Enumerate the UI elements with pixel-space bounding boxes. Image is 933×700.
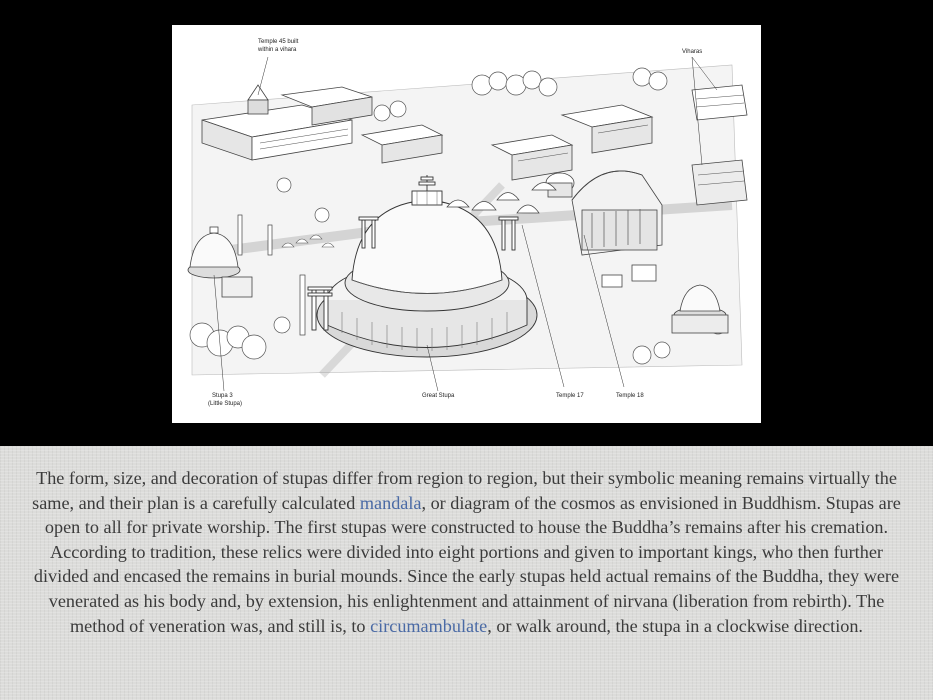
sanchi-illustration (172, 25, 761, 423)
label-temple-18: Temple 18 (616, 393, 644, 399)
mandala-link[interactable]: mandala (359, 492, 422, 513)
label-temple-17: Temple 17 (556, 393, 584, 399)
label-temple-45-sub: within a vihara (258, 47, 297, 53)
label-viharas: Viharas (682, 49, 703, 55)
caption-part-1: The form, size, and decoration of stupas differ from region to region, but their symbolic meaning remains virtually the same, and their plan is a carefully calculated (32, 468, 897, 513)
label-great-stupa: Great Stupa (422, 393, 455, 399)
caption-area (0, 446, 933, 700)
caption-part-2: , or diagram of the cosmos as envisioned in Buddhism. Stupas are open to all for private worship. The first stupas were constructed to house the Buddha’s remains after his cremation. According to tradition, these relics were divided into eight portions and given to important kings, who then further divided and encased the remains in burial mounds. Since the early stupas held actual remains of the Buddha, they were venerated as his body and, by extension, his enlightenment and attainment of nirvana (liberation from rebirth). The method of veneration was, and still is, to (33, 492, 901, 636)
circumambulate-link[interactable]: circumambulate (370, 615, 488, 636)
caption-text (26, 466, 907, 638)
caption-part-3: , or walk around, the stupa in a clockwise direction. (487, 615, 863, 636)
label-little-stupa: (Little Stupa) (208, 401, 243, 407)
label-temple-45: Temple 45 built (258, 39, 299, 45)
label-stupa-3: Stupa 3 (212, 393, 233, 399)
